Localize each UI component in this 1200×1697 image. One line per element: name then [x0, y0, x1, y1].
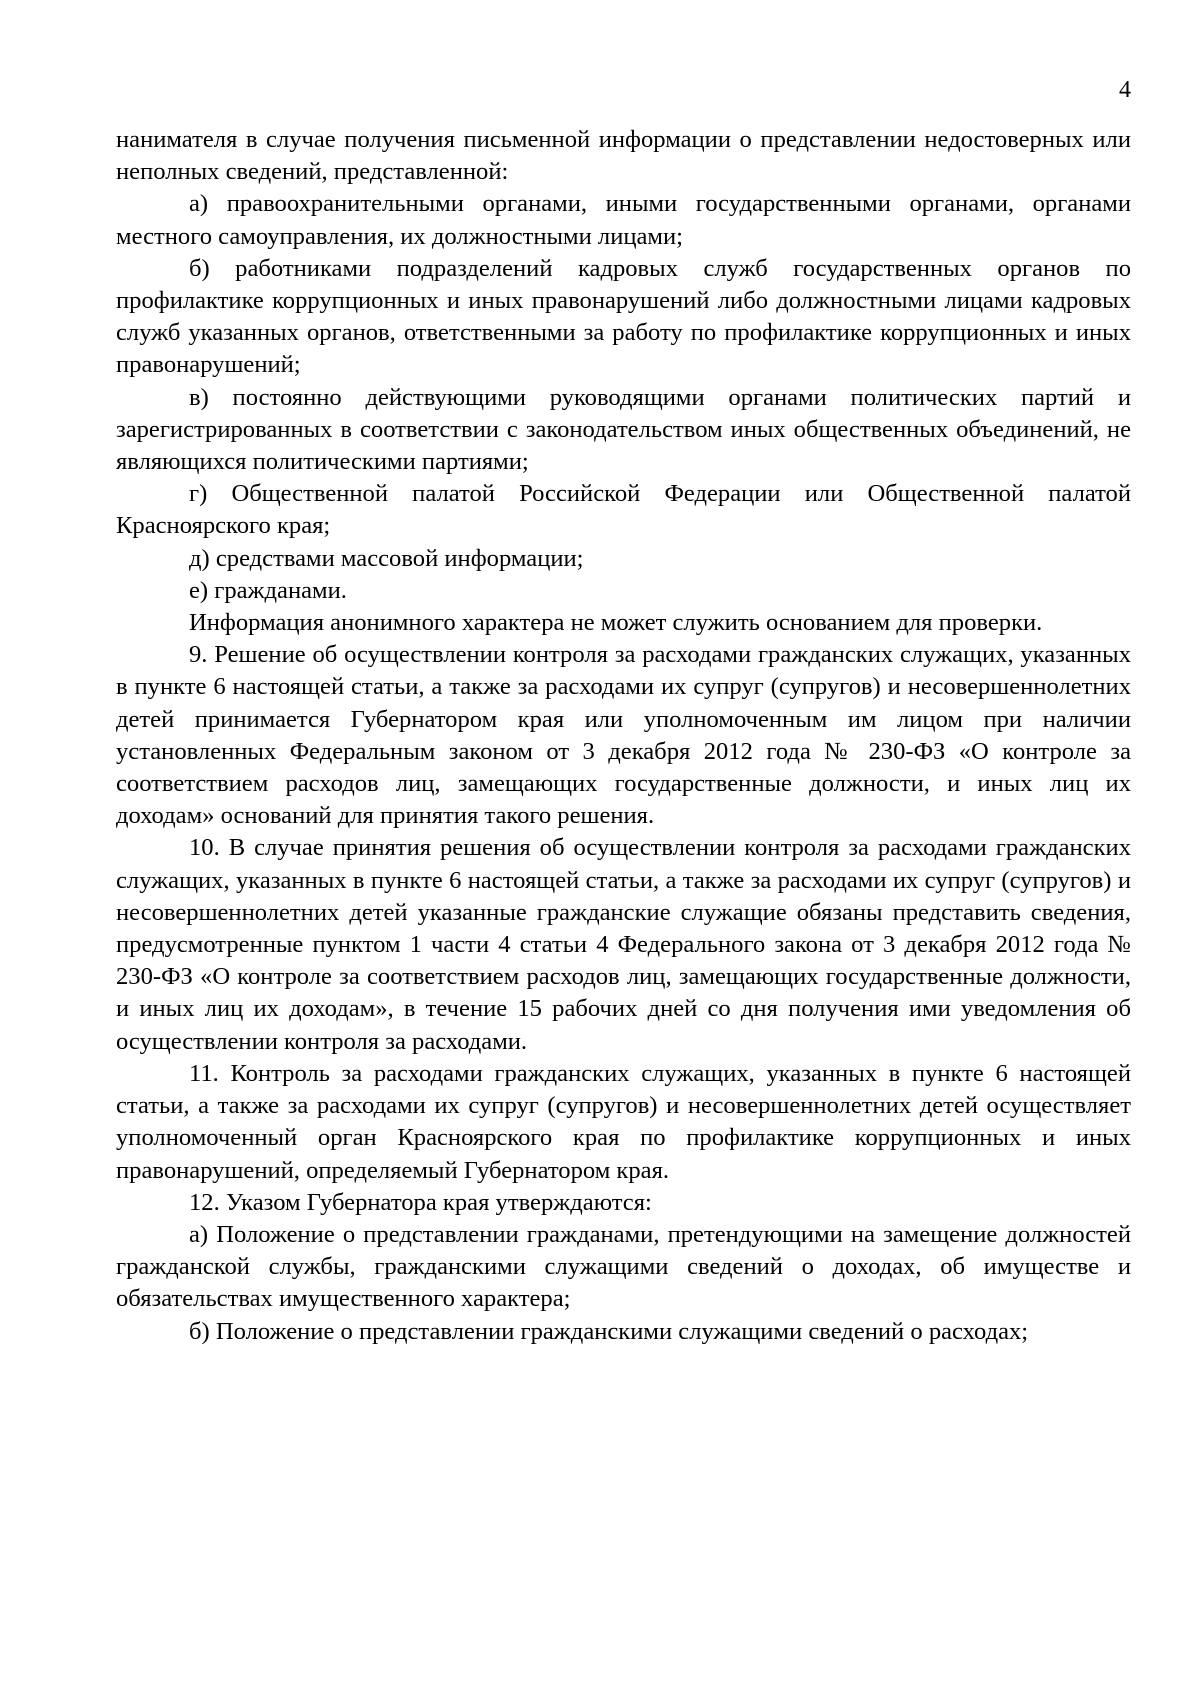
paragraph: в) постоянно действующими руководящими органами политических партий и зарегистрированных в соответствии с законодательством иных общественных объединений, не являющихся политическими партиями; — [116, 383, 1131, 476]
paragraph: 10. В случае принятия решения об осуществлении контроля за расходами гражданских служащих, указанных в пункте 6 настоящей статьи, а также за расходами их супруг (супругов) и несовершеннолетних детей указанные гражданские служащие обязаны представить сведения, предусмотренные пунктом 1 части 4 статьи 4 Федерального закона от 3 декабря 2012 года № 230-ФЗ «О контроле за соответствием расходов лиц, замещающих государственные должности, и иных лиц их доходам», в течение 15 рабочих дней со дня получения ими уведомления об осуществлении контроля за расходами. — [116, 834, 1131, 1055]
document-body — [116, 124, 1131, 1348]
paragraph: Информация анонимного характера не может служить основанием для проверки. — [189, 609, 1043, 637]
paragraph: а) Положение о представлении гражданами, претендующими на замещение должностей гражданской службы, гражданскими служащими сведений о доходах, об имуществе и обязательствах имущественного характера; — [116, 1220, 1131, 1313]
paragraph: б) работниками подразделений кадровых служб государственных органов по профилактике коррупционных и иных правонарушений либо должностными лицами кадровых служб указанных органов, ответственными за работу по профилактике коррупционных и иных правонарушений; — [116, 254, 1131, 379]
paragraph: б) Положение о представлении гражданскими служащими сведений о расходах; — [189, 1317, 1029, 1345]
page-number: 4 — [1119, 77, 1131, 103]
paragraph: д) средствами массовой информации; — [189, 544, 584, 572]
paragraph: 12. Указом Губернатора края утверждаются: — [189, 1188, 652, 1216]
paragraph: а) правоохранительными органами, иными государственными органами, органами местного самоуправления, их должностными лицами; — [116, 190, 1131, 250]
paragraph: г) Общественной палатой Российской Федерации или Общественной палатой Красноярского края; — [116, 480, 1131, 540]
paragraph: е) гражданами. — [189, 576, 347, 604]
paragraph: нанимателя в случае получения письменной информации о представлении недостоверных или неполных сведений, представленной: — [116, 126, 1131, 186]
paragraph: 9. Решение об осуществлении контроля за расходами гражданских служащих, указанных в пункте 6 настоящей статьи, а также за расходами их супруг (супругов) и несовершеннолетних детей принимается Губернатором края или уполномоченным им лицом при наличии установленных Федеральным законом от 3 декабря 2012 года № 230-ФЗ «О контроле за соответствием расходов лиц, замещающих государственные должности, и иных лиц их доходам» оснований для принятия такого решения. — [116, 641, 1131, 830]
paragraph: 11. Контроль за расходами гражданских служащих, указанных в пункте 6 настоящей статьи, а также за расходами их супруг (супругов) и несовершеннолетних детей осуществляет уполномоченный орган Красноярского края по профилактике коррупционных и иных правонарушений, определяемый Губернатором края. — [116, 1059, 1131, 1184]
